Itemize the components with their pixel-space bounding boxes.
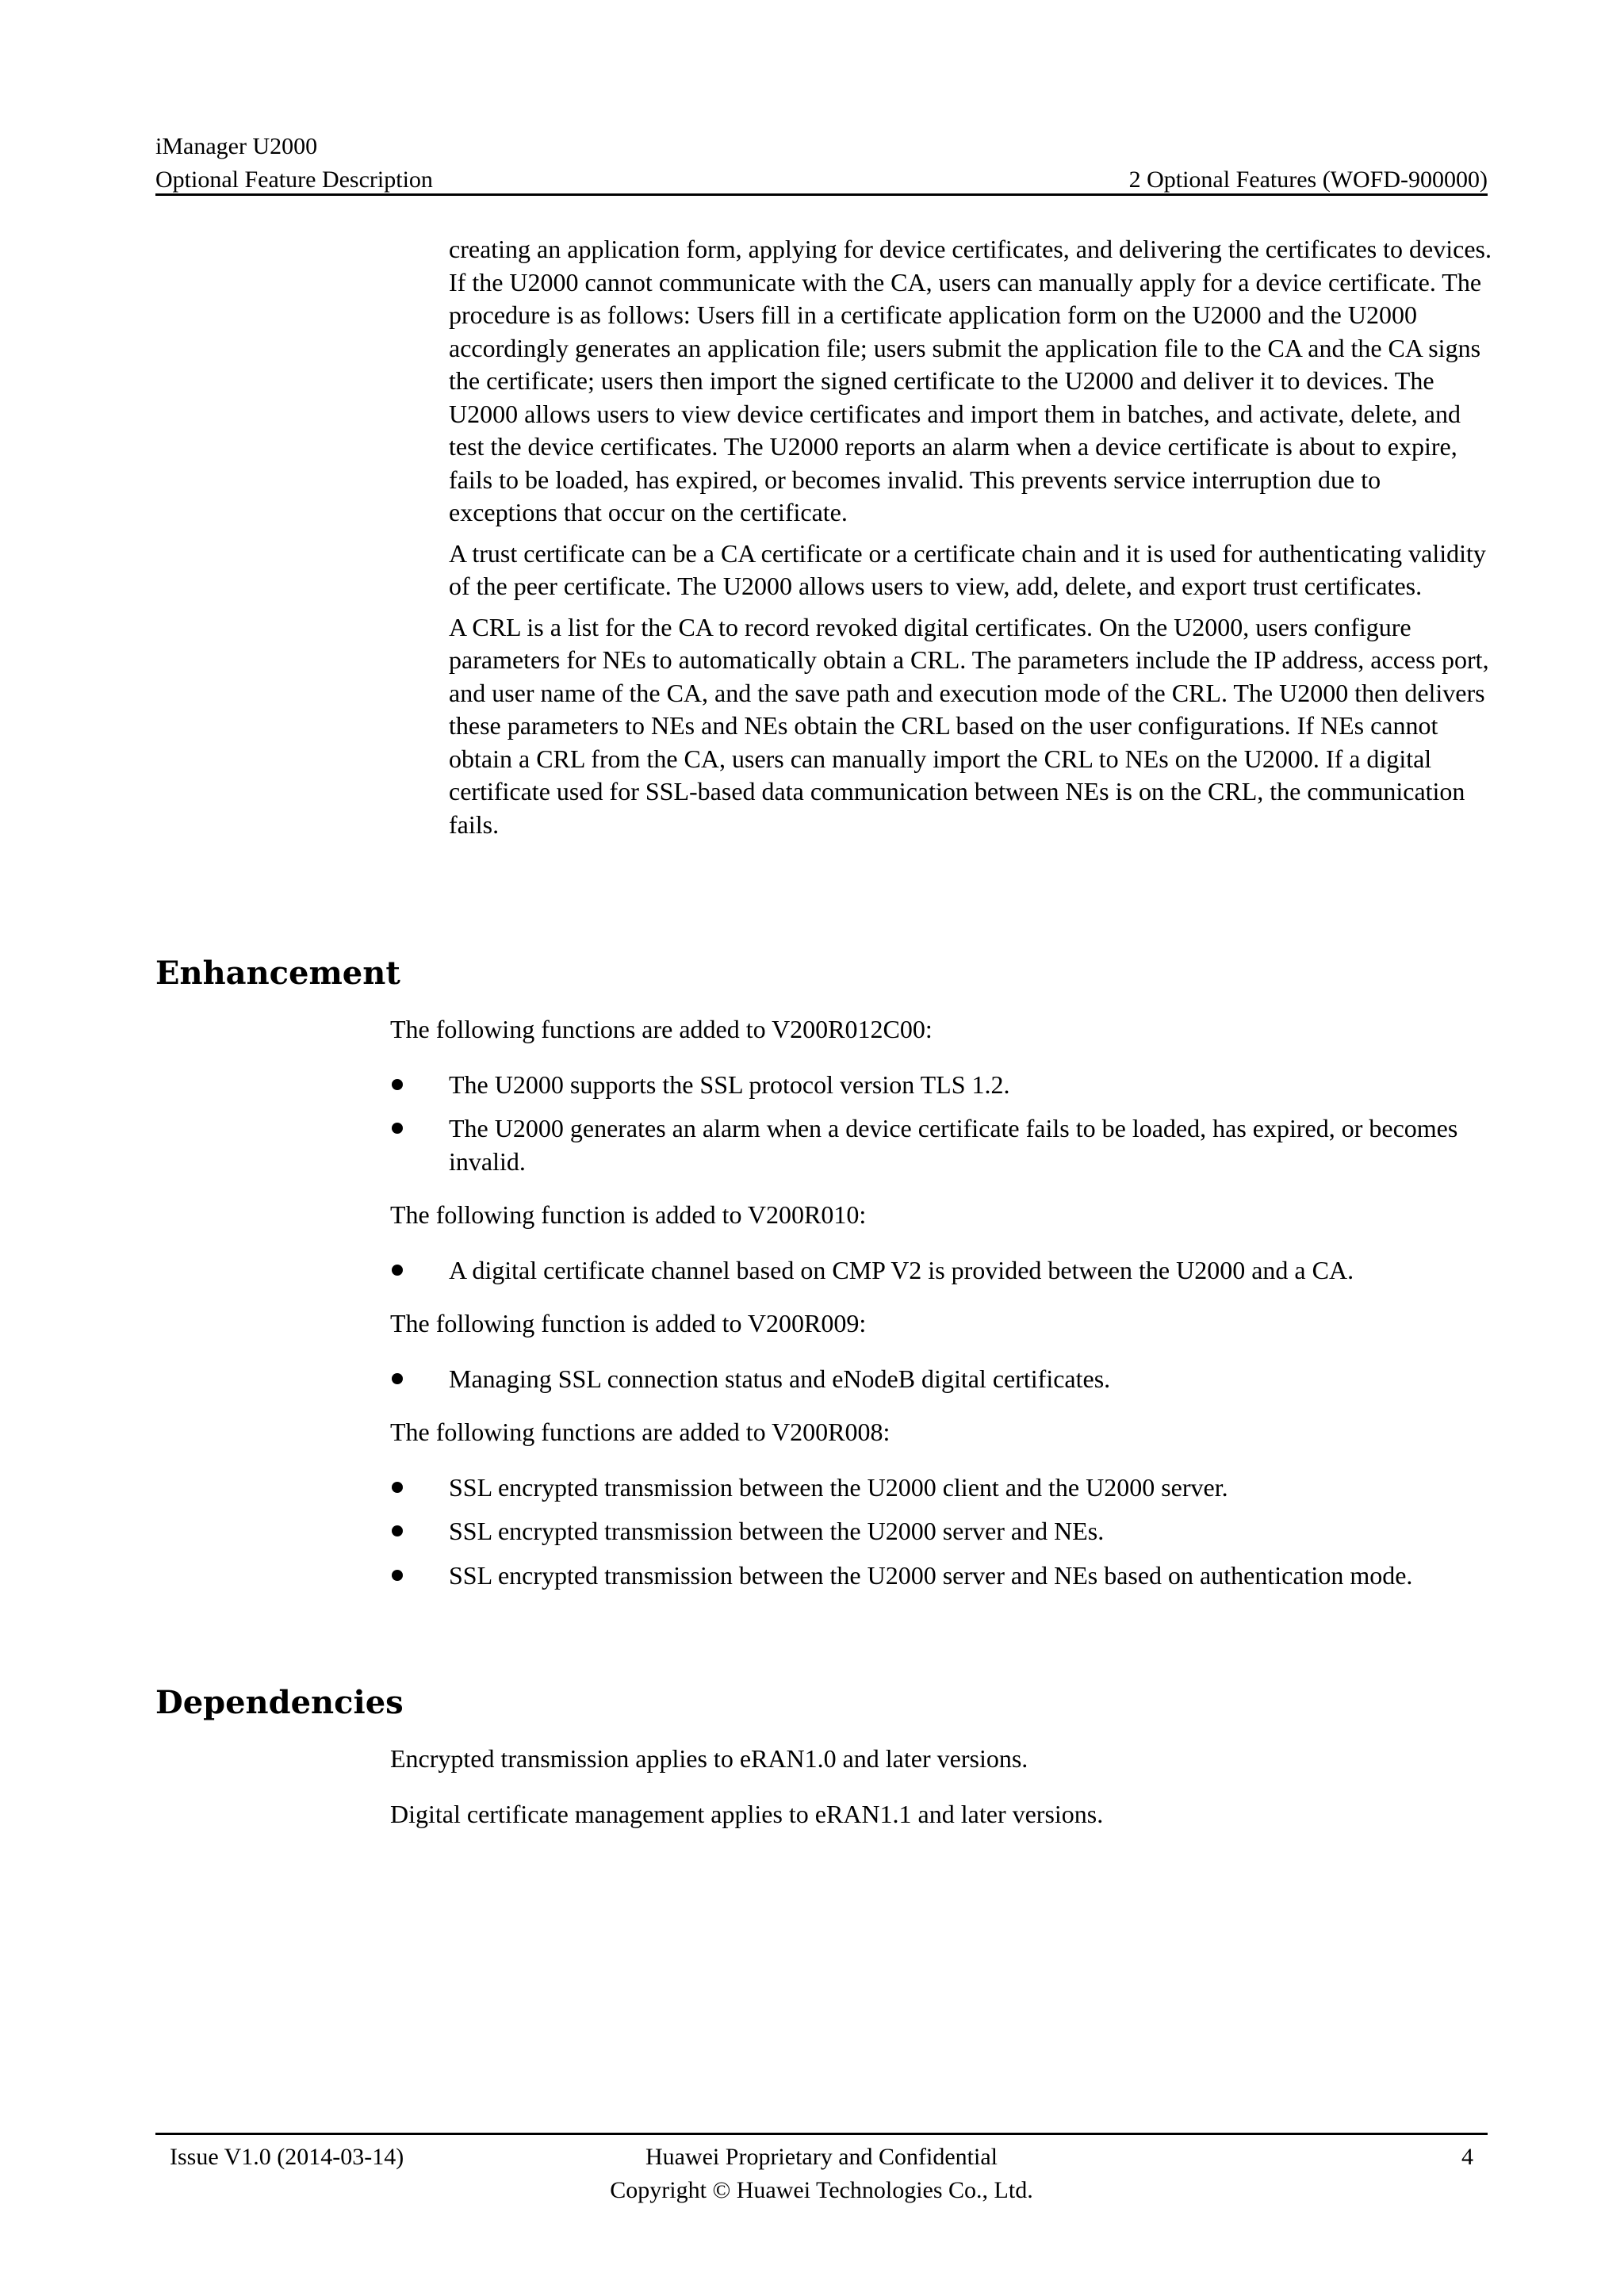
list-item — [390, 1112, 1496, 1178]
dependencies-section — [155, 1681, 1496, 1853]
list-item-text: SSL encrypted transmission between the U2000 server and NEs based on authentication mode. — [449, 1560, 1413, 1590]
enhancement-section — [155, 951, 1496, 1613]
bullet-icon — [392, 1079, 403, 1090]
page-header — [155, 130, 1488, 197]
section-heading: Enhancement — [155, 955, 400, 992]
list-item — [390, 1363, 1496, 1396]
header-product: iManager U2000 — [155, 133, 318, 159]
list-item-text: SSL encrypted transmission between the U2000 client and the U2000 server. — [449, 1472, 1228, 1502]
footer-issue: Issue V1.0 (2014-03-14) — [170, 2144, 404, 2170]
header-chapter: 2 Optional Features (WOFD-900000) — [1128, 166, 1488, 193]
list-item — [390, 1069, 1496, 1102]
bullet-list — [390, 1069, 1496, 1179]
bullet-list — [390, 1254, 1496, 1288]
list-item — [390, 1515, 1496, 1548]
page-number: 4 — [1461, 2144, 1473, 2170]
footer-divider — [155, 2133, 1488, 2135]
intro-paragraph: A trust certificate can be a CA certificate or a certificate chain and it is used for authenticating validity of the peer certificate. The U2000 allows users to view, add, delete, and export trust certificates. — [449, 538, 1486, 600]
group-intro: The following functions are added to V200R012C00: — [390, 1015, 933, 1043]
list-item — [390, 1254, 1496, 1288]
intro-text — [449, 233, 1492, 849]
bullet-icon — [392, 1265, 403, 1276]
footer-line-2: Copyright © Huawei Technologies Co., Ltd. — [610, 2177, 1033, 2203]
intro-paragraph: creating an application form, applying for device certificates, and delivering the certificates to devices. If the U2000 cannot communicate with the CA, users can manually apply for a device certificate. The procedure is as follows: Users fill in a certificate application form on the U2000 and the U2000 accordingly generates an application file; users submit the application file to the CA and the CA signs the certificate; users then import the signed certificate to the U2000 and deliver it to devices. The U2000 allows users to view device certificates and import them in batches, and activate, delete, and test the device certificates. The U2000 reports an alarm when a device certificate is about to expire, fails to be loaded, has expired, or becomes invalid. This prevents service interruption due to exceptions that occur on the certificate. — [449, 235, 1492, 526]
bullet-icon — [392, 1570, 403, 1581]
list-item — [390, 1559, 1496, 1593]
group-intro: The following function is added to V200R009: — [390, 1309, 867, 1337]
list-item-text: The U2000 generates an alarm when a device certificate fails to be loaded, has expired, or becomes invalid. — [449, 1114, 1458, 1176]
section-heading: Dependencies — [155, 1684, 404, 1721]
intro-paragraph: A CRL is a list for the CA to record revoked digital certificates. On the U2000, users configure parameters for NEs to automatically obtain a CRL. The parameters include the IP address, access port, and user name of the CA, and the save path and execution mode of the CRL. The U2000 then delivers these parameters to NEs and NEs obtain the CRL based on the user configurations. If NEs cannot obtain a CRL from the CA, users can manually import the CRL to NEs on the U2000. If a digital certificate used for SSL-based data communication between NEs is on the CRL, the communication fails. — [449, 612, 1489, 839]
footer-line-1: Huawei Proprietary and Confidential — [645, 2144, 998, 2170]
bullet-list — [390, 1363, 1496, 1396]
group-intro: The following function is added to V200R010: — [390, 1200, 867, 1229]
list-item — [390, 1471, 1496, 1505]
bullet-icon — [392, 1482, 403, 1493]
list-item-text: SSL encrypted transmission between the U2000 server and NEs. — [449, 1517, 1105, 1545]
list-item-text: A digital certificate channel based on CMP V2 is provided between the U2000 and a CA. — [449, 1255, 1354, 1284]
list-item-text: The U2000 supports the SSL protocol version TLS 1.2. — [449, 1070, 1010, 1099]
bullet-list — [390, 1471, 1496, 1593]
group-intro: The following functions are added to V200R008: — [390, 1418, 891, 1446]
dependency-paragraph: Encrypted transmission applies to eRAN1.0 and later versions. — [390, 1744, 1028, 1773]
list-item-text: Managing SSL connection status and eNodeB digital certificates. — [449, 1364, 1111, 1393]
section-body — [390, 1013, 1496, 1592]
dependency-paragraph: Digital certificate management applies to eRAN1.1 and later versions. — [390, 1799, 1104, 1828]
header-divider — [155, 193, 1488, 196]
section-body — [390, 1743, 1496, 1831]
bullet-icon — [392, 1373, 403, 1384]
header-row — [155, 163, 1488, 197]
bullet-icon — [392, 1525, 403, 1536]
footer-confidential — [155, 2141, 1488, 2207]
bullet-icon — [392, 1123, 403, 1134]
header-doc-title: Optional Feature Description — [155, 166, 433, 193]
